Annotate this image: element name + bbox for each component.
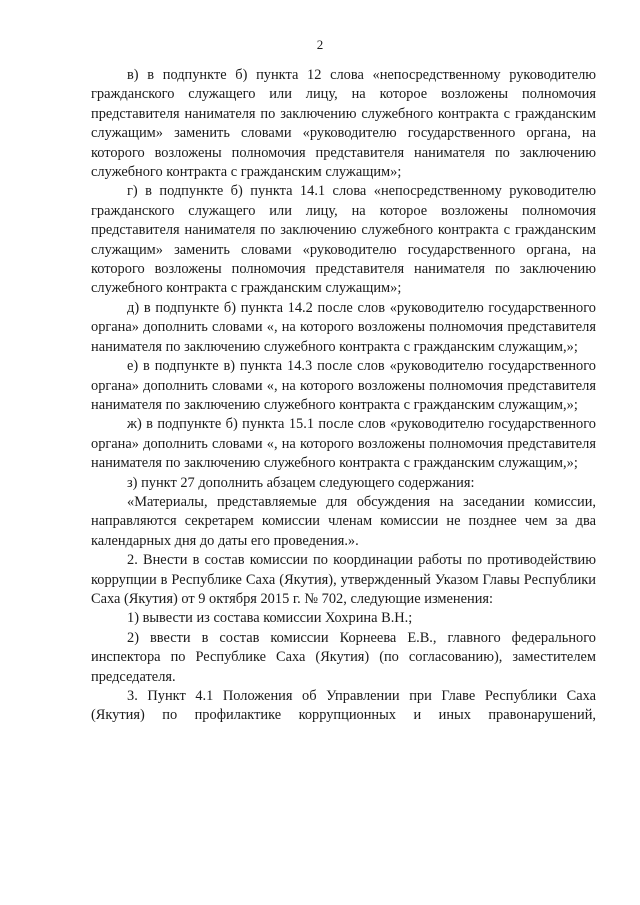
- paragraph-item-zh: ж) в подпункте б) пункта 15.1 после слов «руководителю государственного органа» дополнить словами «, на которого возложены полномочия представителя нанимателя по заключению служебного контракта с гражданским служащим,»;: [91, 416, 596, 472]
- paragraph-item-d: д) в подпункте б) пункта 14.2 после слов «руководителю государственного органа» дополнить словами «, на которого возложены полномочия представителя нанимателя по заключению служебного контракта с гражданским служащим,»;: [91, 299, 596, 355]
- paragraph-item-z: з) пункт 27 дополнить абзацем следующего содержания:: [127, 474, 475, 491]
- paragraph-subitem-1: 1) вывести из состава комиссии Хохрина В.Н.;: [127, 610, 413, 627]
- paragraph-subitem-2: 2) ввести в состав комиссии Корнеева Е.В., главного федерального инспектора по Республике Саха (Якутия) (по согласованию), заместителем председателя.: [91, 629, 596, 685]
- paragraph-point-2: 2. Внести в состав комиссии по координации работы по противодействию коррупции в Республике Саха (Якутия), утвержденный Указом Главы Республики Саха (Якутия) от 9 октября 2015 г. № 702, следующие изменения:: [91, 552, 596, 607]
- paragraph-quote: «Материалы, представляемые для обсуждения на заседании комиссии, направляются секретарем комиссии членам комиссии не позднее чем за два календарных дня до даты его проведения.».: [91, 493, 596, 549]
- paragraph-item-g: г) в подпункте б) пункта 14.1 слова «непосредственному руководителю гражданского служащего или лицу, на которое возложены полномочия представителя нанимателя по заключению служебного контракта с гражданским служащим» заменить словами «руководителю государственного органа, на которого возложены полномочия представителя нанимателя по заключению служебного контракта с гражданским служащим»;: [91, 183, 596, 297]
- paragraph-point-3: 3. Пункт 4.1 Положения об Управлении при Главе Республики Саха (Якутия) по профилактике коррупционных и иных правонарушений,: [91, 688, 596, 724]
- paragraph-item-e: е) в подпункте в) пункта 14.3 после слов «руководителю государственного органа» дополнить словами «, на которого возложены полномочия представителя нанимателя по заключению служебного контракта с гражданским служащим,»;: [91, 358, 596, 413]
- document-body: [91, 66, 596, 726]
- paragraph-item-v: в) в подпункте б) пункта 12 слова «непосредственному руководителю гражданского служащего или лицу, на которое возложены полномочия представителя нанимателя по заключению служебного контракта с гражданским служащим» заменить словами «руководителю государственного органа, на которого возложены полномочия представителя нанимателя по заключению служебного контракта с гражданским служащим»;: [91, 67, 596, 181]
- page-number: 2: [316, 37, 324, 52]
